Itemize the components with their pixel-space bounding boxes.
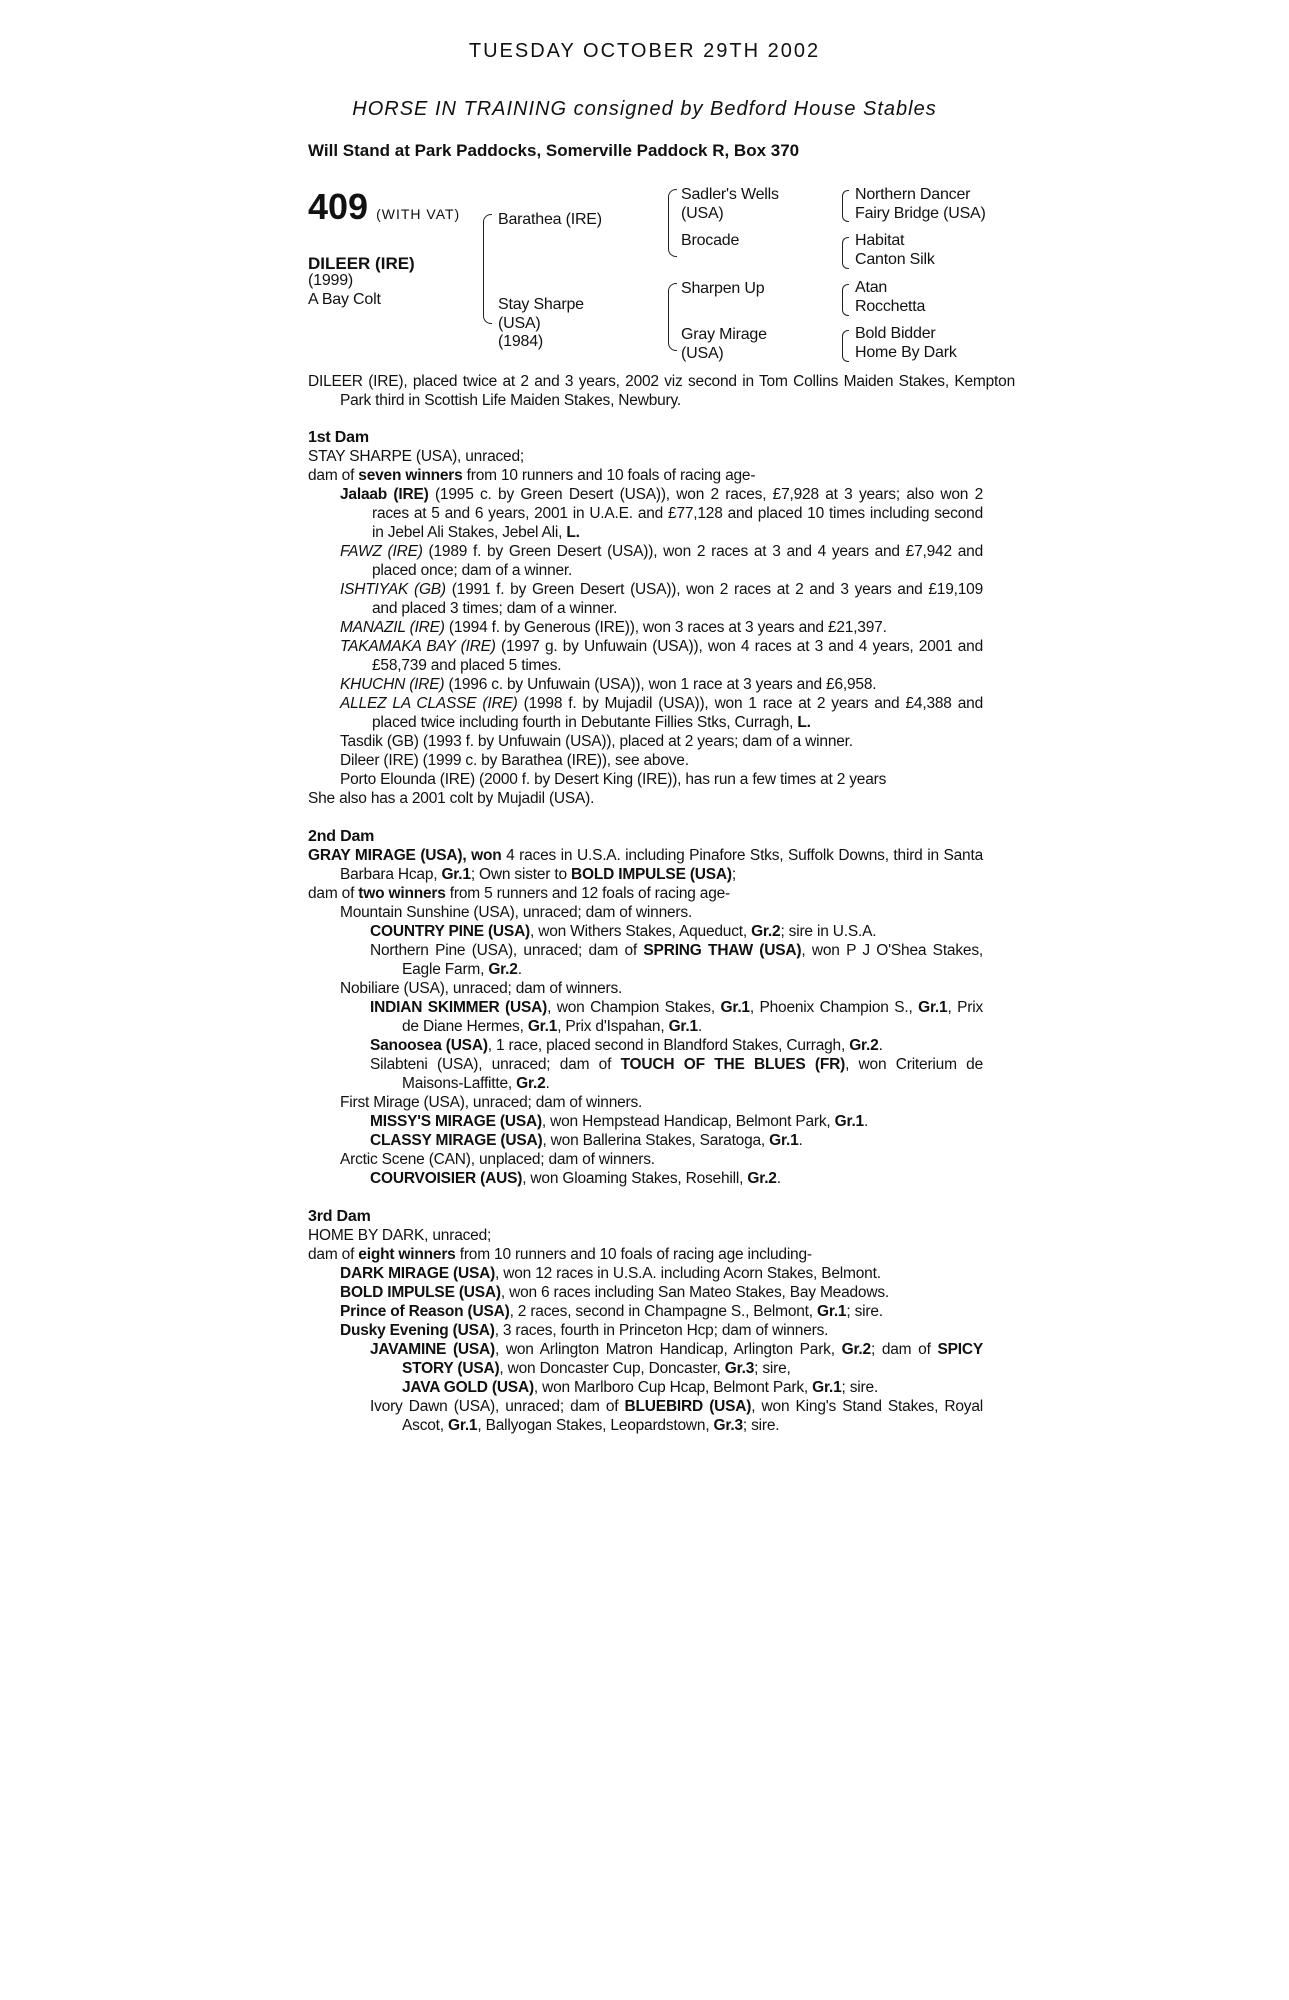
pedigree-dam-dam-name: Gray Mirage xyxy=(681,326,767,343)
third-dam-produce: dam of eight winners from 10 runners and 10 foals of racing age including- xyxy=(308,1246,812,1263)
produce-northern-pine: Northern Pine (USA), unraced; dam of SPRING THAW (USA), won P J O'Shea Stakes, Eagle Farm, Gr.2. xyxy=(370,942,983,978)
produce-mountain-sunshine: Mountain Sunshine (USA), unraced; dam of winners. xyxy=(340,904,693,921)
pedigree-dam-country: (USA) xyxy=(498,314,541,332)
horse-description: A Bay Colt xyxy=(308,291,381,308)
pedigree-brace xyxy=(483,214,492,324)
third-dam-heading: 3rd Dam xyxy=(308,1208,371,1225)
pedigree-sire-sire xyxy=(681,186,779,223)
produce-dileer: Dileer (IRE) (1999 c. by Barathea (IRE)), see above. xyxy=(340,752,689,769)
pedigree-ssd: Fairy Bridge (USA) xyxy=(855,204,986,222)
pedigree-sire-sire-country: (USA) xyxy=(681,204,724,222)
pedigree-brace xyxy=(842,284,849,316)
produce-classy-mirage: CLASSY MIRAGE (USA), won Ballerina Stakes, Saratoga, Gr.1. xyxy=(370,1132,803,1149)
produce-jalaab: Jalaab (IRE) (1995 c. by Green Desert (USA)), won 2 races, £7,928 at 3 years; also won 2 races at 5 and 6 years, 2001 in U.A.E. and £77,128 and placed 10 times including second in Jebel Ali Stakes, Jebel Ali, L. xyxy=(340,486,983,541)
produce-colt-note: She also has a 2001 colt by Mujadil (USA). xyxy=(308,790,595,807)
pedigree-sire-sire-name: Sadler's Wells xyxy=(681,186,779,203)
pedigree-dam-dam-country: (USA) xyxy=(681,344,724,362)
pedigree-dam-year: (1984) xyxy=(498,333,544,350)
produce-arctic-scene: Arctic Scene (CAN), unplaced; dam of winners. xyxy=(340,1151,655,1168)
pedigree-ddd: Home By Dark xyxy=(855,343,957,361)
produce-porto: Porto Elounda (IRE) (2000 f. by Desert King (IRE)), has run a few times at 2 years xyxy=(340,771,887,788)
pedigree-brace xyxy=(842,237,849,269)
pedigree-sds: Habitat xyxy=(855,232,905,249)
pedigree-brace xyxy=(842,190,849,222)
produce-java-gold: JAVA GOLD (USA), won Marlboro Cup Hcap, Belmont Park, Gr.1; sire. xyxy=(402,1379,878,1396)
pedigree-brace xyxy=(668,189,677,257)
third-dam-section xyxy=(308,1207,983,1435)
produce-ishtiyak: ISHTIYAK (GB) (1991 f. by Green Desert (USA)), won 2 races at 2 and 3 years and £19,109 and placed 3 times; dam of a winner. xyxy=(340,581,983,617)
pedigree-dd-group xyxy=(855,325,957,362)
pedigree-sire: Barathea (IRE) xyxy=(498,211,602,228)
pedigree-dam-dam xyxy=(681,326,767,363)
pedigree-dam xyxy=(498,296,584,352)
first-dam-section xyxy=(308,428,983,808)
produce-ivory-dawn: Ivory Dawn (USA), unraced; dam of BLUEBIRD (USA), won King's Stand Stakes, Royal Ascot, Gr.1, Ballyogan Stakes, Leopardstown, Gr.3; sire. xyxy=(370,1398,983,1434)
produce-fawz: FAWZ (IRE) (1989 f. by Green Desert (USA)), won 2 races at 3 and 4 years and £7,942 and placed once; dam of a winner. xyxy=(340,543,983,579)
sale-date: TUESDAY OCTOBER 29TH 2002 xyxy=(468,40,821,62)
horse-name: DILEER (IRE) xyxy=(308,254,415,273)
produce-prince-of-reason: Prince of Reason (USA), 2 races, second in Champagne S., Belmont, Gr.1; sire. xyxy=(340,1303,883,1320)
produce-javamine: JAVAMINE (USA), won Arlington Matron Handicap, Arlington Park, Gr.2; dam of SPICY STORY (USA), won Doncaster Cup, Doncaster, Gr.3; sire, xyxy=(370,1341,983,1377)
produce-allez: ALLEZ LA CLASSE (IRE) (1998 f. by Mujadil (USA)), won 1 race at 2 years and £4,388 and placed twice including fourth in Debutante Fillies Stks, Curragh, L. xyxy=(340,695,983,731)
first-dam-name: STAY SHARPE (USA), unraced; xyxy=(308,448,524,465)
lot-number: 409 xyxy=(308,186,369,227)
pedigree-brace xyxy=(842,330,849,362)
consignment-line: HORSE IN TRAINING consigned by Bedford House Stables xyxy=(352,98,937,120)
pedigree-ds-group xyxy=(855,279,925,316)
pedigree-dam-sire: Sharpen Up xyxy=(681,280,765,297)
produce-indian-skimmer: INDIAN SKIMMER (USA), won Champion Stakes, Gr.1, Phoenix Champion S., Gr.1, Prix de Diane Hermes, Gr.1, Prix d'Ispahan, Gr.1. xyxy=(370,999,983,1035)
pedigree-ss-group xyxy=(855,186,986,223)
pedigree-brace xyxy=(668,283,677,351)
lot-heading xyxy=(308,186,460,228)
produce-silabteni: Silabteni (USA), unraced; dam of TOUCH OF THE BLUES (FR), won Criterium de Maisons-Laffitte, Gr.2. xyxy=(370,1056,983,1092)
pedigree-dam-name: Stay Sharpe xyxy=(498,296,584,313)
produce-sanoosea: Sanoosea (USA), 1 race, placed second in Blandford Stakes, Curragh, Gr.2. xyxy=(370,1037,883,1054)
produce-bold-impulse: BOLD IMPULSE (USA), won 6 races including San Mateo Stakes, Bay Meadows. xyxy=(340,1284,889,1301)
lot-vat: (WITH VAT) xyxy=(376,206,461,222)
stand-location: Will Stand at Park Paddocks, Somerville Paddock R, Box 370 xyxy=(308,141,800,160)
produce-courvoisier: COURVOISIER (AUS), won Gloaming Stakes, Rosehill, Gr.2. xyxy=(370,1170,781,1187)
first-dam-produce: dam of seven winners from 10 runners and 10 foals of racing age- xyxy=(308,467,756,484)
second-dam-produce: dam of two winners from 5 runners and 12 foals of racing age- xyxy=(308,885,731,902)
produce-takamaka: TAKAMAKA BAY (IRE) (1997 g. by Unfuwain (USA)), won 4 races at 3 and 4 years, 2001 and £58,739 and placed 5 times. xyxy=(340,638,983,674)
second-dam-record: GRAY MIRAGE (USA), won 4 races in U.S.A. including Pinafore Stks, Suffolk Downs, third in Santa Barbara Hcap, Gr.1; Own sister to BOLD IMPULSE (USA); xyxy=(308,847,983,883)
pedigree-sire-dam: Brocade xyxy=(681,232,740,249)
pedigree-dsd: Rocchetta xyxy=(855,297,926,315)
produce-tasdik: Tasdik (GB) (1993 f. by Unfuwain (USA)), placed at 2 years; dam of a winner. xyxy=(340,733,853,750)
produce-nobiliare: Nobiliare (USA), unraced; dam of winners. xyxy=(340,980,623,997)
pedigree-dds: Bold Bidder xyxy=(855,325,936,342)
horse-year: (1999) xyxy=(308,272,354,289)
third-dam-name: HOME BY DARK, unraced; xyxy=(308,1227,492,1244)
pedigree-sss: Northern Dancer xyxy=(855,186,971,203)
pedigree-dss: Atan xyxy=(855,279,888,296)
produce-dark-mirage: DARK MIRAGE (USA), won 12 races in U.S.A. including Acorn Stakes, Belmont. xyxy=(340,1265,881,1282)
first-dam-heading: 1st Dam xyxy=(308,429,369,446)
produce-dusky-evening: Dusky Evening (USA), 3 races, fourth in Princeton Hcp; dam of winners. xyxy=(340,1322,829,1339)
second-dam-section xyxy=(308,827,983,1188)
second-dam-heading: 2nd Dam xyxy=(308,828,375,845)
produce-country-pine: COUNTRY PINE (USA), won Withers Stakes, Aqueduct, Gr.2; sire in U.S.A. xyxy=(370,923,877,940)
produce-missys-mirage: MISSY'S MIRAGE (USA), won Hempstead Handicap, Belmont Park, Gr.1. xyxy=(370,1113,869,1130)
produce-khuchn: KHUCHN (IRE) (1996 c. by Unfuwain (USA)), won 1 race at 3 years and £6,958. xyxy=(340,676,877,693)
produce-first-mirage: First Mirage (USA), unraced; dam of winners. xyxy=(340,1094,643,1111)
pedigree-sd-group xyxy=(855,232,935,269)
pedigree-sdd: Canton Silk xyxy=(855,250,935,268)
race-summary: DILEER (IRE), placed twice at 2 and 3 years, 2002 viz second in Tom Collins Maiden Stakes, Kempton Park third in Scottish Life Maiden Stakes, Newbury. xyxy=(308,373,1015,409)
produce-manazil: MANAZIL (IRE) (1994 f. by Generous (IRE)), won 3 races at 3 years and £21,397. xyxy=(340,619,887,636)
